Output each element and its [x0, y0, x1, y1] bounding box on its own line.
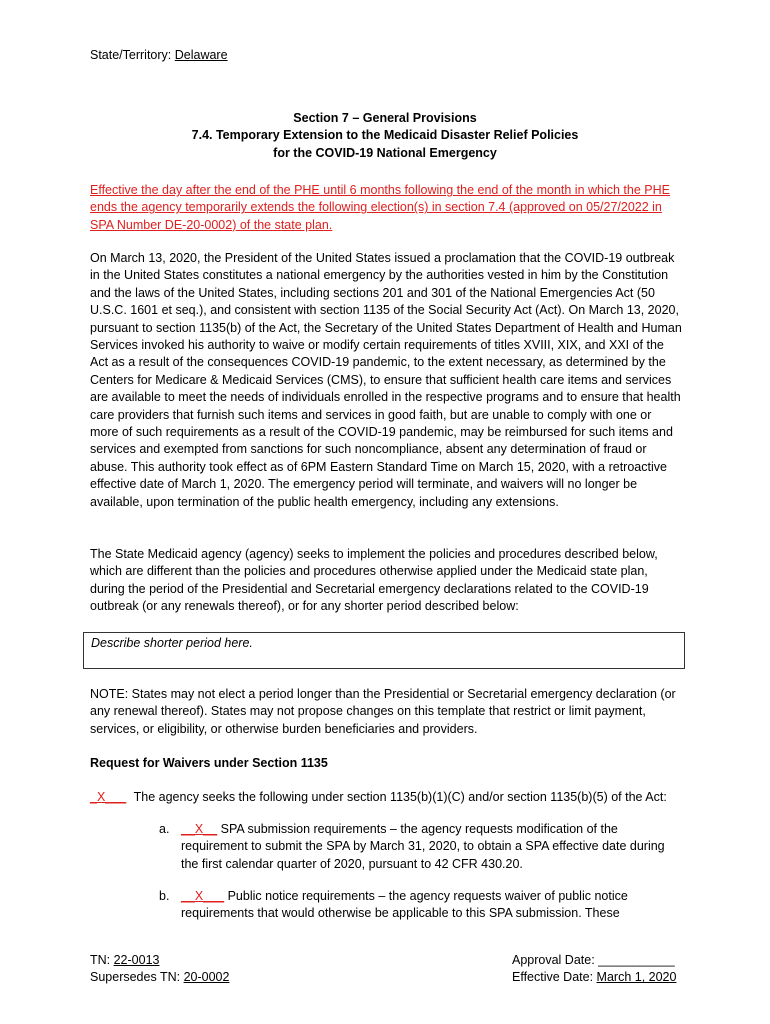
item-a — [181, 821, 681, 873]
footer-left — [90, 952, 229, 987]
shorter-period-input[interactable]: Describe shorter period here. — [83, 632, 685, 669]
supersedes-label: Supersedes TN: — [90, 970, 184, 985]
effective-label: Effective Date: — [512, 970, 597, 985]
approval-label: Approval Date: — [512, 953, 599, 967]
state-territory-line — [90, 47, 228, 64]
tn-label: TN: — [90, 953, 114, 967]
approval-value: ___________ — [598, 953, 675, 967]
effective-value: March 1, 2020 — [596, 970, 677, 985]
title-line-2: 7.4. Temporary Extension to the Medicaid Disaster Relief Policies — [191, 128, 579, 143]
item-b-mark[interactable]: __X___ — [181, 889, 225, 903]
title-line-1: Section 7 – General Provisions — [293, 111, 477, 125]
state-label: State/Territory: — [90, 48, 175, 62]
waiver-heading: Request for Waivers under Section 1135 — [90, 756, 328, 770]
supersedes-line — [90, 969, 229, 986]
effective-line — [512, 969, 676, 986]
waiver-intro — [90, 789, 690, 806]
agency-paragraph: The State Medicaid agency (agency) seeks to implement the policies and procedures described below, which are different than the policies and procedures otherwise applied under the Medicaid state plan, during the period of the Presidential and Secretarial emergency declarations related to the COVID-19 outbreak (or any renewals thereof), or for any shorter period described below: — [90, 547, 658, 614]
waiver-intro-text: The agency seeks the following under section 1135(b)(1)(C) and/or section 1135(b)(5) of the Act: — [133, 790, 667, 804]
item-a-text: SPA submission requirements – the agency requests modification of the requirement to submit the SPA by March 31, 2020, to obtain a SPA effective date during the first calendar quarter of 2020, pursuant to 42 CFR 430.20. — [181, 822, 665, 871]
title-line-3: for the COVID-19 National Emergency — [273, 145, 497, 160]
state-value: Delaware — [174, 48, 228, 62]
item-a-mark[interactable]: __X__ — [181, 822, 218, 836]
tn-value: 22-0013 — [113, 953, 160, 967]
item-a-letter: a. — [159, 822, 170, 836]
proclamation-paragraph: On March 13, 2020, the President of the United States issued a proclamation that the COVID-19 outbreak in the United States constitutes a national emergency by the authorities vested in him by the Constitution and the laws of the United States, including sections 201 and 301 of the National Emergencies Act (50 U.S.C. 1601 et seq.), and consistent with section 1135 of the Social Security Act (Act). On March 13, 2020, pursuant to section 1135(b) of the Act, the Secretary of the United States Department of Health and Human Services invoked his authority to waive or modify certain requirements of titles XVIII, XIX, and XXI of the Act as a result of the consequences COVID-19 pandemic, to the extent necessary, as determined by the Centers for Medicare & Medicaid Services (CMS), to ensure that sufficient health care items and services are available to meet the needs of individuals enrolled in the respective programs and to ensure that health care providers that furnish such items and services in good faith, but are unable to comply with one or more of such requirements as a result of the COVID-19 pandemic, may be reimbursed for such items and services and exempted from sanctions for such noncompliance, absent any determination of fraud or abuse. This authority took effect as of 6PM Eastern Standard Time on March 15, 2020, with a retroactive effective date of March 1, 2020. The emergency period will terminate, and waivers will no longer be available, upon termination of the public health emergency, including any extensions. — [90, 251, 682, 509]
item-b — [181, 888, 681, 923]
section-title — [90, 110, 680, 162]
item-b-letter: b. — [159, 889, 170, 903]
note-paragraph: NOTE: States may not elect a period longer than the Presidential or Secretarial emergency declaration (or any renewal thereof). States may not propose changes on this template that restrict or limit payment, services, or eligibility, or otherwise burden beneficiaries and providers. — [90, 687, 676, 736]
effective-notice: Effective the day after the end of the PHE until 6 months following the end of the month in which the PHE ends the agency temporarily extends the following election(s) in section 7.4 (approved on 05/27/2022 in SPA Number DE-20-0002) of the state plan. — [90, 183, 670, 232]
waiver-intro-mark[interactable]: _X___ — [90, 790, 127, 804]
item-b-text: Public notice requirements – the agency requests waiver of public notice requirements that would otherwise be applicable to this SPA submission. These — [181, 889, 628, 921]
footer-right — [512, 952, 676, 987]
supersedes-value: 20-0002 — [183, 970, 230, 985]
tn-line — [90, 952, 229, 969]
approval-line — [512, 952, 676, 969]
